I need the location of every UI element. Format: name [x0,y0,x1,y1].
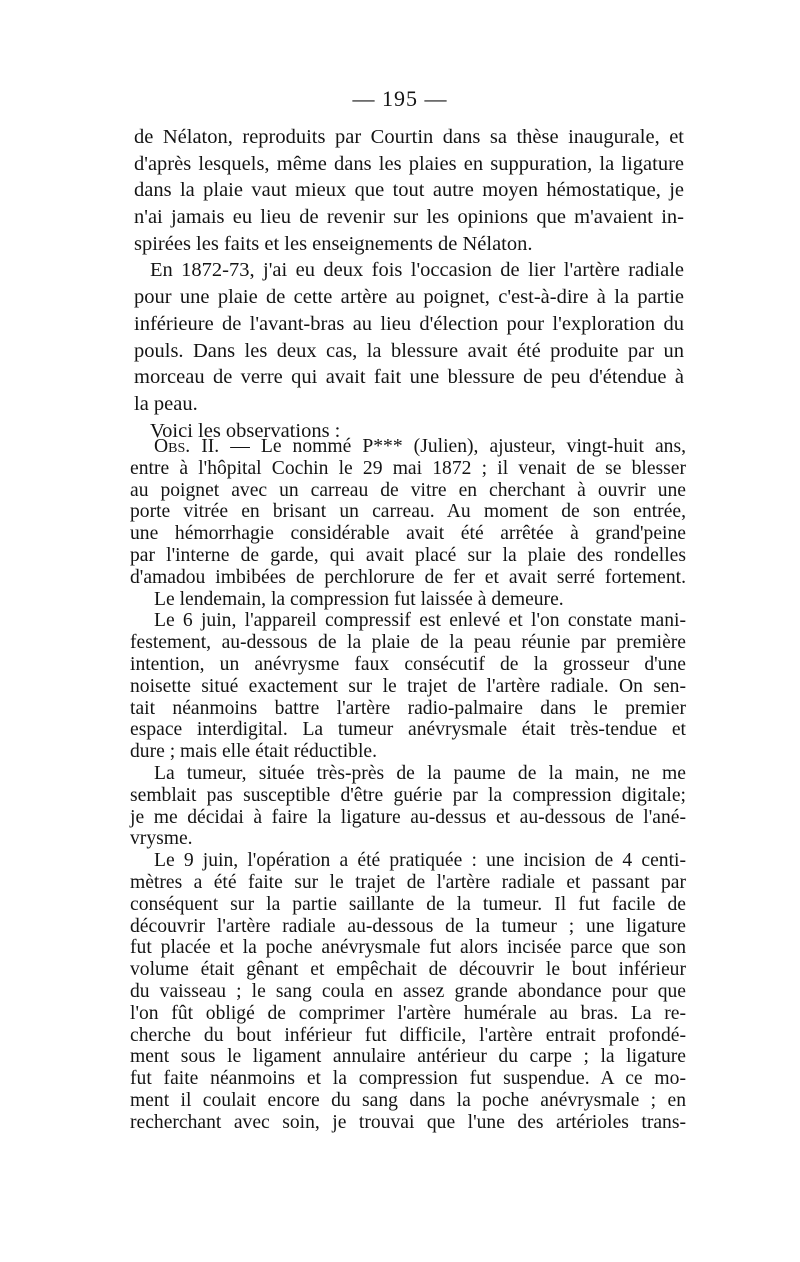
text-line: dans la plaie vaut mieux que tout autre moyen hémostatique, je [134,179,684,202]
text-line: fut faite néanmoins et la compression fut suspendue. A ce mo- [130,1068,686,1090]
text-line: d'après lesquels, même dans les plaies en suppuration, la ligature [134,152,684,175]
text-line: En 1872-73, j'ai eu deux fois l'occasion de lier l'artère radiale [150,259,684,282]
text-line: dure ; mais elle était réductible. [130,741,377,763]
text-line: — Le nommé P*** (Julien), ajusteur, vingt-huit ans, [230,436,686,457]
text-line: ment sous le ligament annulaire antérieur du carpe ; la ligature [130,1046,686,1068]
text-line: Voici les observations : [150,419,341,442]
text-line: festement, au-dessous de la plaie de la peau réunie par première [130,632,686,654]
text-line: Le 9 juin, l'opération a été pratiquée : une incision de 4 centi- [154,850,686,872]
text-line: au poignet avec un carreau de vitre en cherchant à ouvrir une [130,479,686,501]
text-line: La tumeur, située très-près de la paume de la main, ne me [154,762,686,784]
text-line: recherchant avec soin, je trouvai que l'une des artérioles trans- [130,1111,686,1133]
text-line: je me décidai à faire la ligature au-dessus et au-dessous de l'ané- [130,806,686,828]
text-line: vrysme. [130,828,193,850]
text-line: spirées les faits et les enseignements de Nélaton. [134,232,533,255]
observation-ii [130,436,686,1134]
text-line: Le lendemain, la compression fut laissée à demeure. [154,588,564,610]
text-line: pouls. Dans les deux cas, la blessure avait été produite par un [134,339,684,362]
text-line: de Nélaton, reproduits par Courtin dans sa thèse inaugurale, et [134,126,684,148]
text-line: Le 6 juin, l'appareil compressif est enlevé et l'on constate mani- [154,610,686,632]
text-line: inférieure de l'avant-bras au lieu d'élection pour l'exploration du [134,312,684,335]
text-line: semblait pas susceptible d'être guérie par la compression digitale; [130,784,686,806]
intro-paragraphs [134,124,684,444]
text-line: entre à l'hôpital Cochin le 29 mai 1872 ; il venait de se blesser [130,457,686,479]
text-line: noisette situé exactement sur le trajet de l'artère radiale. On sen- [130,675,686,697]
text-line: n'ai jamais eu lieu de revenir sur les opinions que m'avaient in- [134,206,684,229]
text-line: mètres a été faite sur le trajet de l'artère radiale et passant par [130,871,686,893]
text-line: une hémorrhagie considérable avait été arrêtée à grand'peine [130,523,686,545]
text-line: découvrir l'artère radiale au-dessous de la tumeur ; une ligature [130,915,686,937]
text-line: tait néanmoins battre l'artère radio-palmaire dans le premier [130,697,686,719]
text-line: du vaisseau ; le sang coula en assez grande abondance pour que [130,980,686,1002]
text-line: pour une plaie de cette artère au poignet, c'est-à-dire à la partie [134,286,684,309]
text-line: cherche du bout inférieur fut difficile, l'artère entrait profondé- [130,1024,686,1046]
text-line: l'on fût obligé de comprimer l'artère humérale au bras. La re- [130,1002,686,1024]
text-line: porte vitrée en brisant un carreau. Au moment de son entrée, [130,501,686,523]
text-line: d'amadou imbibées de perchlorure de fer et avait serré fortement. [130,566,686,588]
text-line: la peau. [134,392,198,415]
text-line: ment il coulait encore du sang dans la poche anévrysmale ; en [130,1089,686,1111]
text-line: espace interdigital. La tumeur anévrysmale était très-tendue et [130,719,686,741]
text-line: intention, un anévrysme faux consécutif de la grosseur d'une [130,653,686,675]
observation-first-line [130,436,686,458]
text-line: volume était gênant et empêchait de découvrir le bout inférieur [130,959,686,981]
text-line: conséquent sur la partie saillante de la tumeur. Il fut facile de [130,893,686,915]
text-line: morceau de verre qui avait fait une blessure de peu d'étendue à [134,366,684,389]
text-line: par l'interne de garde, qui avait placé sur la plaie des rondelles [130,544,686,566]
page-number: — 195 — [352,86,448,111]
observation-heading: Obs. II. [154,436,220,457]
text-line: fut placée et la poche anévrysmale fut alors incisée parce que son [130,937,686,959]
